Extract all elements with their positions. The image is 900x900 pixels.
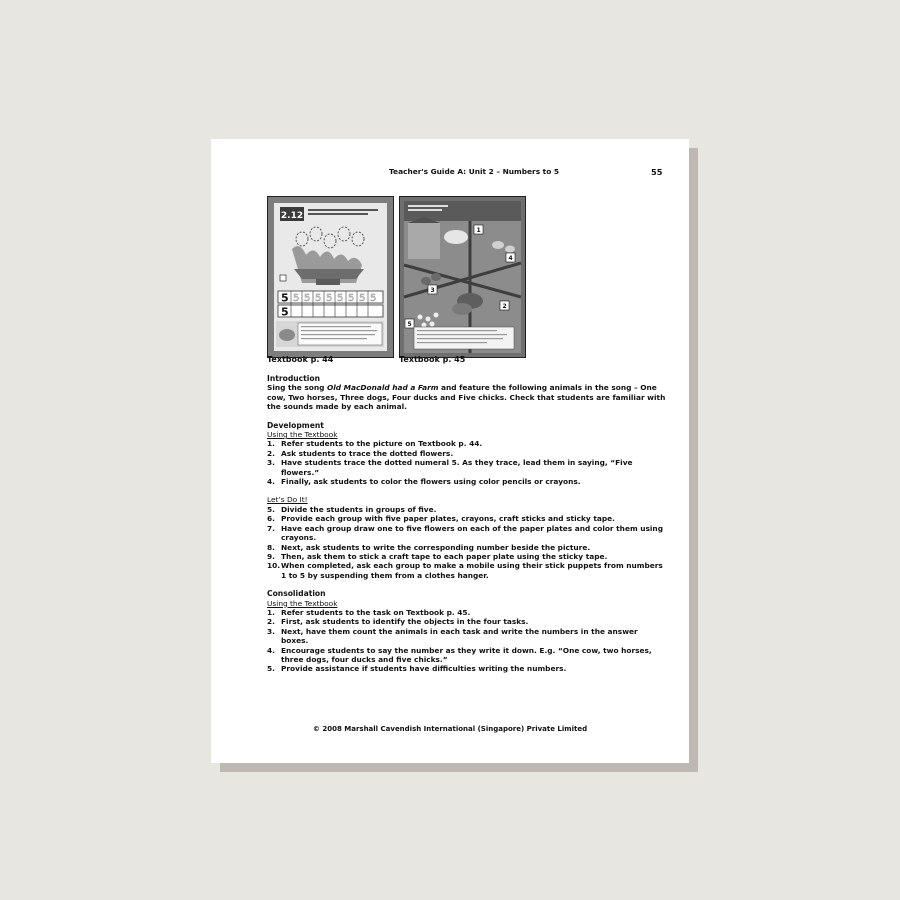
answer-box-3: 3	[430, 287, 435, 294]
svg-text:5: 5	[348, 293, 355, 304]
list-item-text: Encourage students to say the number as they write it down. E.g. “One cow, two horses, three dogs, four ducks and five chicks.”	[281, 645, 652, 664]
svg-text:5: 5	[281, 305, 289, 319]
document-page	[211, 139, 689, 763]
answer-box-2: 2	[502, 303, 507, 310]
development-heading: Development	[267, 420, 324, 430]
textbook-p44-thumbnail	[267, 196, 394, 358]
list-item-text: Have each group draw one to five flowers on each of the paper plates and color them using crayons.	[281, 523, 663, 543]
textbook-reference: Textbook p. 45.	[406, 607, 471, 617]
list-item-number: 5.	[267, 504, 275, 514]
list-item	[267, 439, 667, 448]
consolidation-heading: Consolidation	[267, 589, 326, 599]
svg-text:5: 5	[315, 293, 322, 304]
list-item	[267, 608, 667, 617]
development-subheading-textbook: Using the Textbook	[267, 430, 338, 440]
svg-text:5: 5	[304, 293, 311, 304]
list-item-number: 9.	[267, 551, 275, 561]
header-title: Teacher's Guide A: Unit 2 – Numbers to 5	[389, 167, 559, 176]
song-title: Old MacDonald had a Farm	[326, 383, 439, 393]
list-item-number: 4.	[267, 645, 275, 655]
list-item-number: 5.	[267, 664, 275, 674]
list-item-text: Finally, ask students to color the flowers using color pencils or crayons.	[281, 477, 581, 487]
list-item-text: Then, ask them to stick a craft tape to each paper plate using the sticky tape.	[281, 551, 608, 561]
list-item	[267, 514, 667, 523]
list-item-text: Refer students to the picture on Textbook p. 44.	[281, 439, 483, 449]
textbook-p45-thumbnail	[399, 196, 526, 358]
list-item-number: 10.	[267, 561, 281, 571]
development-activity-list	[267, 505, 667, 580]
list-item	[267, 664, 667, 673]
svg-text:5: 5	[326, 293, 333, 304]
list-item-text: Ask students to trace the dotted flowers.	[281, 448, 454, 458]
list-item-number: 1.	[267, 607, 275, 617]
list-item	[267, 449, 667, 458]
list-item-number: 8.	[267, 542, 275, 552]
list-item-text: When completed, ask each group to make a mobile using their stick puppets from numbers 1 to 5 by suspending them from a clothes hanger.	[281, 561, 663, 580]
list-item	[267, 524, 667, 543]
list-item-number: 7.	[267, 523, 275, 533]
development-subheading-lets-do-it: Let’s Do It!	[267, 495, 308, 505]
list-item	[267, 561, 667, 580]
introduction-heading: Introduction	[267, 374, 321, 383]
list-item-text: First, ask students to identify the objects in the four tasks.	[281, 617, 529, 627]
list-item-number: 1.	[267, 439, 275, 449]
list-item-number: 2.	[267, 448, 275, 458]
svg-text:5: 5	[337, 293, 344, 304]
list-item-text: Have students trace the dotted numeral 5. As they trace, lead them in saying, “Five flowers.”	[281, 458, 633, 477]
list-item-number: 3.	[267, 626, 275, 636]
list-item	[267, 543, 667, 552]
development-textbook-list	[267, 439, 667, 486]
list-item	[267, 458, 667, 477]
list-item-text: Refer students to the task on Textbook p. 45.	[281, 607, 471, 617]
list-item-number: 2.	[267, 617, 275, 627]
numeral-five: 5	[281, 291, 289, 305]
answer-box-1: 1	[476, 227, 481, 234]
svg-text:5: 5	[359, 293, 366, 304]
answer-box-4: 4	[508, 255, 513, 262]
introduction-paragraph: Sing the song Old MacDonald had a Farm and feature the following animals in the song – One cow, Two horses, Three dogs, Four ducks and Five chicks. Check that students are familiar with the sounds made by each animal.	[267, 383, 666, 412]
textbook-reference: Textbook p. 44.	[418, 439, 483, 449]
thumbnail-caption-p45: Textbook p. 45	[399, 355, 466, 364]
list-item-text: Next, have them count the animals in each task and write the numbers in the answer boxes.	[281, 626, 638, 646]
list-item	[267, 617, 667, 626]
list-item-text: Provide assistance if students have difficulties writing the numbers.	[281, 664, 567, 674]
list-item	[267, 505, 667, 514]
copyright-footer: © 2008 Marshall Cavendish International (Singapore) Private Limited	[312, 725, 588, 733]
list-item	[267, 646, 667, 665]
list-item	[267, 627, 667, 646]
list-item-text: Provide each group with five paper plates, crayons, craft sticks and sticky tape.	[281, 514, 615, 524]
consolidation-list	[267, 608, 667, 674]
svg-text:5: 5	[293, 293, 300, 304]
thumbnail-caption-p44: Textbook p. 44	[267, 355, 334, 364]
answer-box-5: 5	[407, 321, 412, 328]
list-item	[267, 552, 667, 561]
page-number: 55	[651, 167, 663, 177]
document-body	[267, 374, 667, 674]
list-item	[267, 477, 667, 486]
consolidation-subheading-textbook: Using the Textbook	[267, 598, 338, 608]
list-item-number: 3.	[267, 458, 275, 468]
list-item-number: 6.	[267, 514, 275, 524]
svg-text:5: 5	[370, 293, 377, 304]
lesson-number: 2.12	[280, 211, 304, 221]
list-item-text: Divide the students in groups of five.	[281, 504, 437, 514]
list-item-number: 4.	[267, 477, 275, 487]
list-item-text: Next, ask students to write the corresponding number beside the picture.	[281, 542, 591, 552]
